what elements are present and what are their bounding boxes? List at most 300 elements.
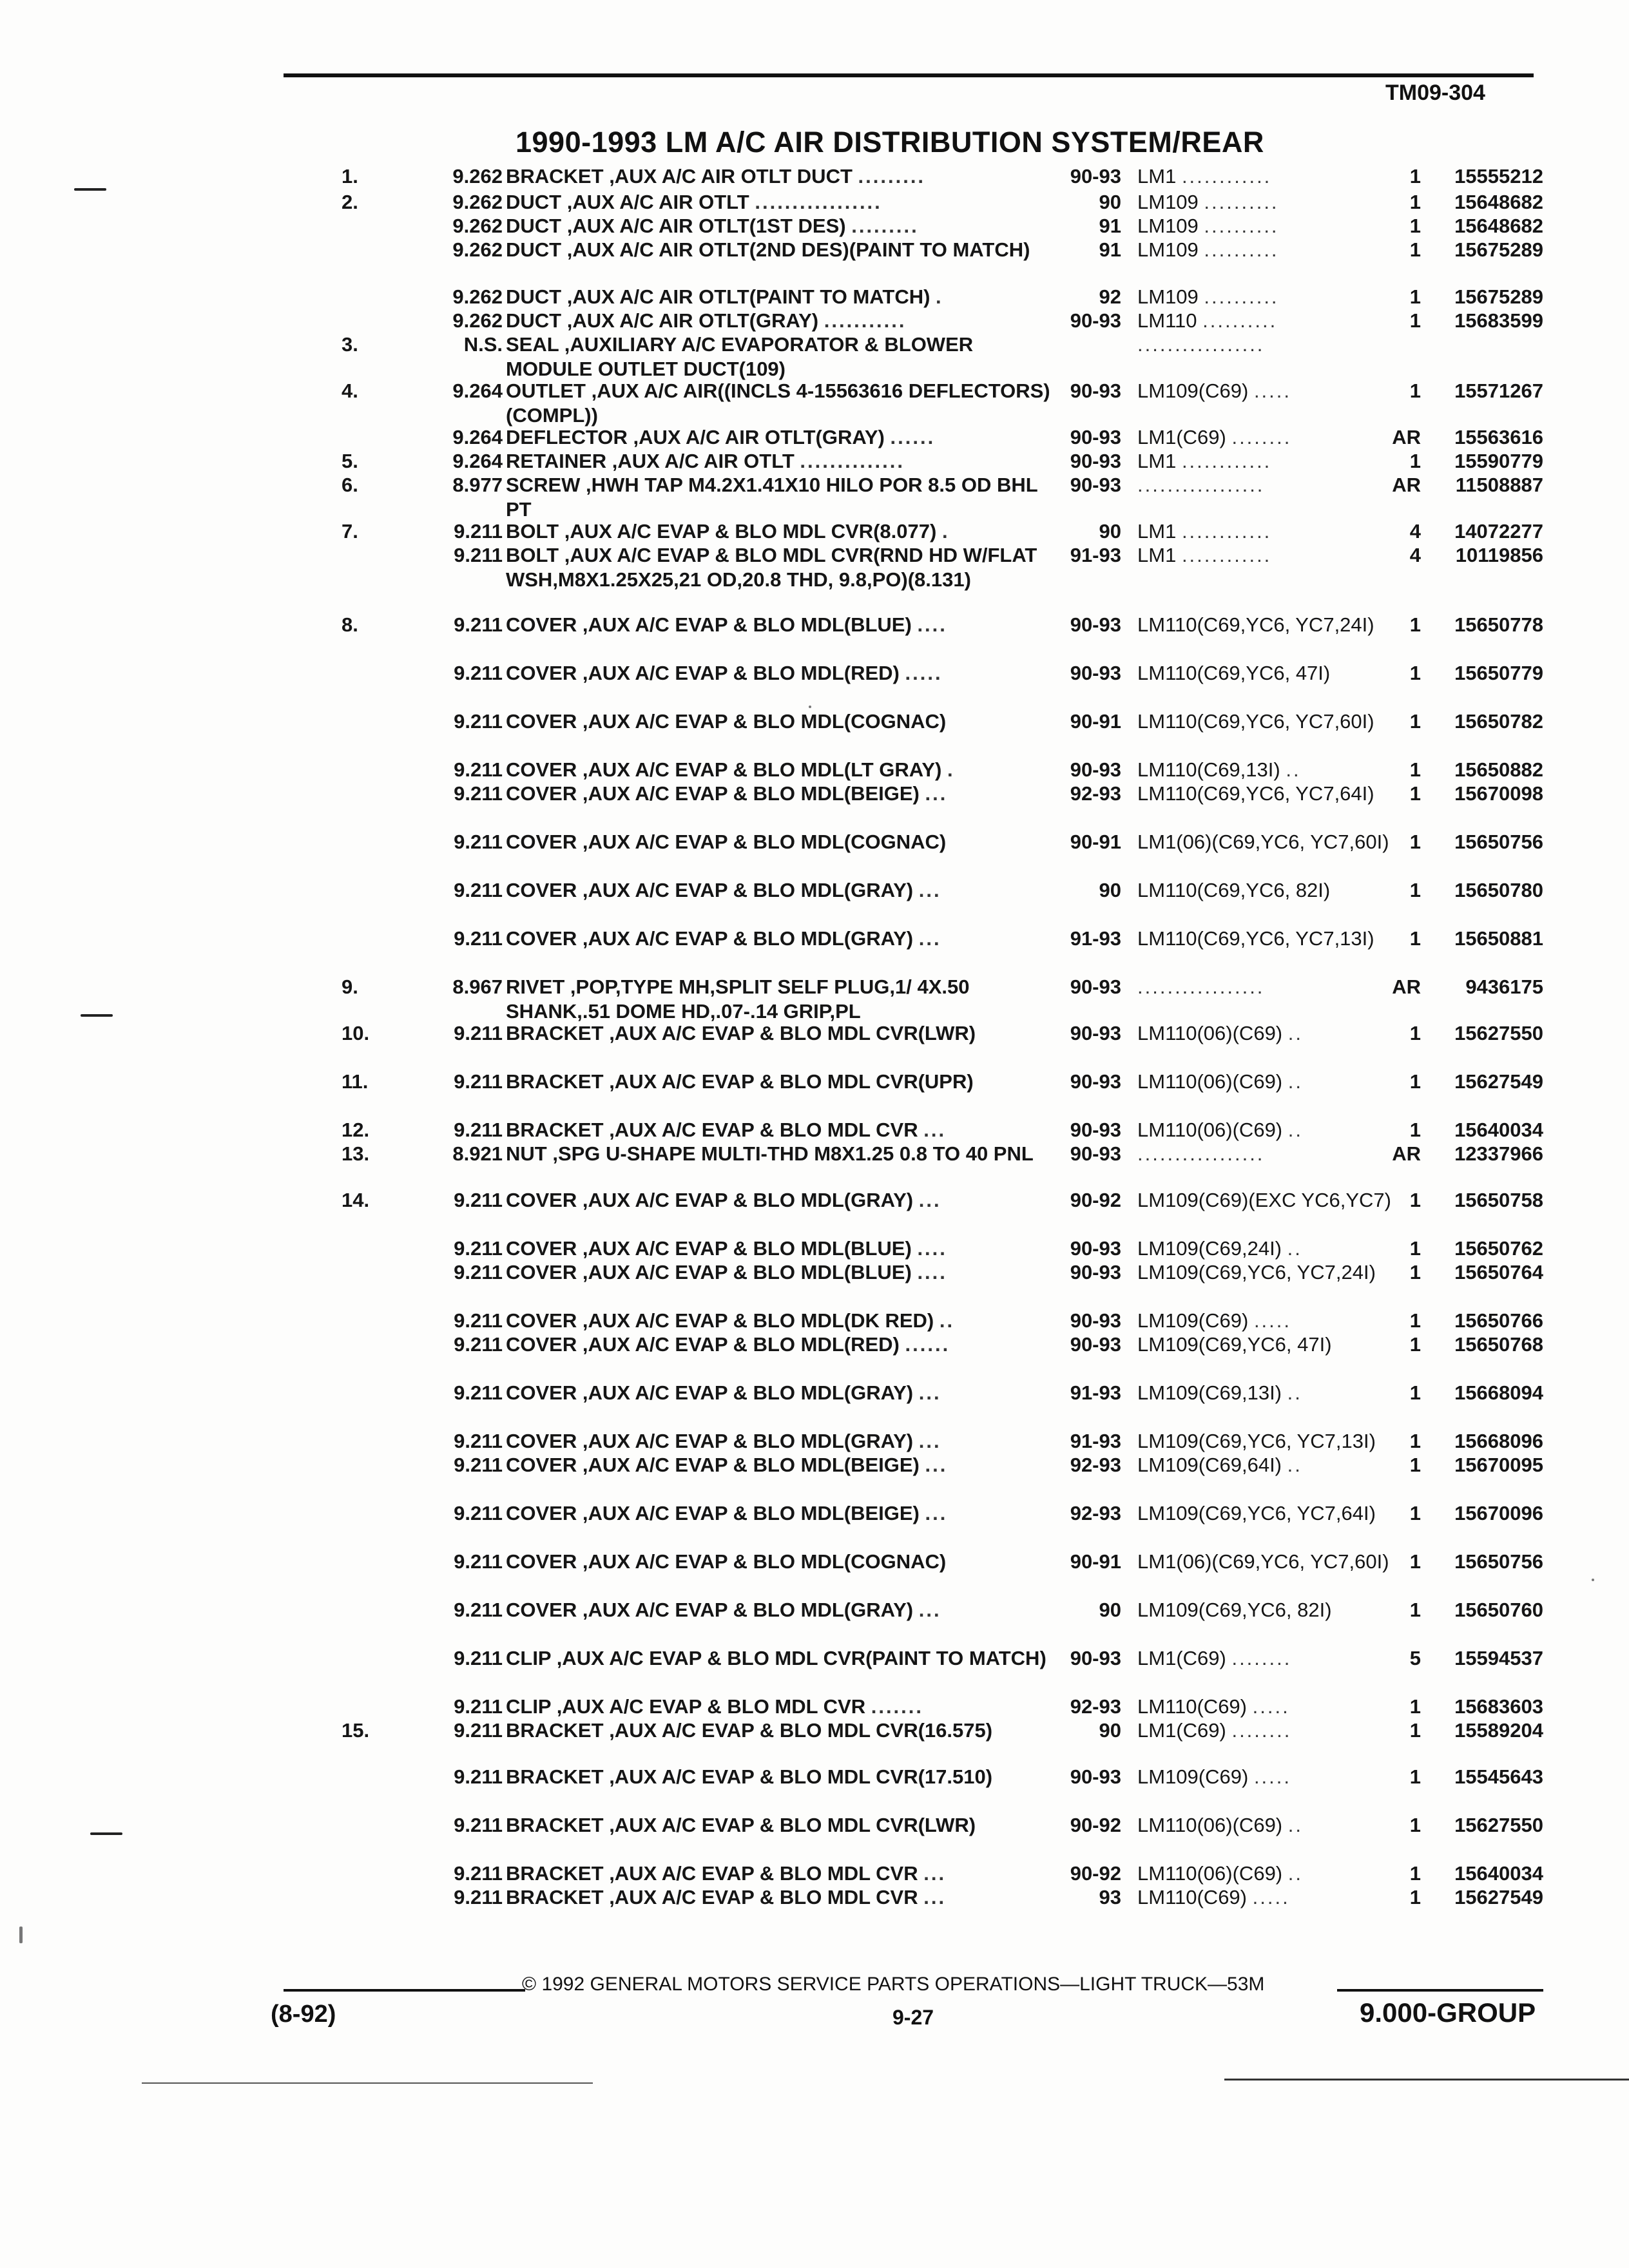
group-number: 9.211 bbox=[454, 1886, 503, 1908]
part-noun: BRACKET bbox=[506, 1814, 604, 1836]
part-description bbox=[506, 1118, 1050, 1142]
part-number: 15675289 bbox=[1454, 285, 1543, 308]
vehicle-model-text: LM109 bbox=[1137, 215, 1199, 237]
part-description bbox=[506, 332, 1050, 381]
part-noun: COVER bbox=[506, 662, 577, 684]
part-noun: COVER bbox=[506, 613, 577, 636]
table-row bbox=[0, 878, 1629, 927]
vehicle-model bbox=[1137, 927, 1392, 951]
leader-dots: ... bbox=[918, 1599, 941, 1621]
part-noun: COVER bbox=[506, 1430, 577, 1452]
part-number: 12337966 bbox=[1454, 1142, 1543, 1165]
vehicle-model-text: LM1 bbox=[1137, 165, 1177, 187]
vehicle-model-text: LM110(06)(C69) bbox=[1137, 1022, 1283, 1044]
part-noun: BRACKET bbox=[506, 1765, 604, 1788]
model-years: 91 bbox=[1099, 215, 1121, 237]
part-description-text: ,AUX A/C EVAP & BLO MDL(DK RED) bbox=[582, 1309, 934, 1332]
leader-dots: .. bbox=[1287, 1814, 1303, 1836]
part-description-text: ,AUX A/C EVAP & BLO MDL(COGNAC) bbox=[582, 831, 947, 853]
model-years: 90-93 bbox=[1070, 1070, 1121, 1093]
part-description-text: ,HWH TAP M4.2X1.41X10 HILO POR 8.5 OD BHL PT bbox=[506, 474, 1038, 521]
table-row bbox=[0, 309, 1629, 332]
part-description-text: ,AUX A/C EVAP & BLO MDL CVR(17.510) bbox=[609, 1765, 993, 1788]
leader-dots: .. bbox=[1287, 1381, 1302, 1404]
part-description bbox=[506, 1885, 1050, 1910]
vehicle-model bbox=[1137, 190, 1392, 215]
quantity: 1 bbox=[1409, 831, 1421, 853]
part-description bbox=[506, 1332, 1050, 1357]
part-number: 14072277 bbox=[1454, 520, 1543, 543]
vehicle-model bbox=[1137, 309, 1392, 333]
group-number: 9.211 bbox=[454, 1599, 503, 1621]
footer-group-label: 9.000-GROUP bbox=[1360, 1997, 1536, 2028]
part-description-text: ,AUX A/C EVAP & BLO MDL CVR(PAINT TO MATCH) bbox=[556, 1647, 1046, 1669]
part-description bbox=[506, 238, 1050, 262]
part-description bbox=[506, 1765, 1050, 1789]
group-number: 9.211 bbox=[454, 1333, 503, 1356]
vehicle-model-text: LM109(C69) bbox=[1137, 380, 1249, 402]
item-key-number: 3. bbox=[342, 333, 358, 356]
part-noun: BOLT bbox=[506, 544, 559, 566]
group-number: 9.211 bbox=[454, 1550, 503, 1573]
leader-dots: ................. bbox=[1137, 474, 1265, 496]
part-number: 15650780 bbox=[1454, 879, 1543, 901]
vehicle-model bbox=[1137, 1381, 1392, 1405]
vehicle-model-text: LM110(C69) bbox=[1137, 1886, 1248, 1908]
vehicle-model bbox=[1137, 975, 1392, 999]
part-description bbox=[506, 519, 1050, 544]
part-description bbox=[506, 878, 1050, 903]
part-number: 15650764 bbox=[1454, 1261, 1543, 1283]
group-number: 9.211 bbox=[454, 613, 503, 636]
quantity: 1 bbox=[1409, 1309, 1421, 1332]
model-years: 90-93 bbox=[1070, 1022, 1121, 1044]
part-noun: COVER bbox=[506, 831, 577, 853]
leader-dots: ... bbox=[918, 1381, 941, 1404]
vehicle-model bbox=[1137, 1695, 1392, 1719]
leader-dots: .... bbox=[917, 1237, 947, 1260]
quantity: 1 bbox=[1409, 1119, 1421, 1141]
table-row bbox=[0, 1695, 1629, 1718]
part-description-text: ,AUX A/C AIR OTLT(1ST DES) bbox=[566, 215, 846, 237]
vehicle-model-text: LM110(C69) bbox=[1137, 1695, 1248, 1718]
table-row bbox=[0, 1550, 1629, 1598]
quantity: 1 bbox=[1409, 613, 1421, 636]
quantity: 1 bbox=[1409, 450, 1421, 472]
leader-dots: . bbox=[947, 758, 955, 781]
item-key-number: 2. bbox=[342, 191, 358, 213]
vehicle-model bbox=[1137, 1765, 1392, 1789]
model-years: 90-93 bbox=[1070, 975, 1121, 998]
part-noun: RIVET bbox=[506, 975, 565, 998]
vehicle-model bbox=[1137, 1501, 1392, 1526]
group-number: 9.211 bbox=[454, 662, 503, 684]
scan-speck bbox=[19, 1927, 23, 1943]
hole-punch-mark-middle bbox=[81, 1014, 113, 1017]
item-key-number: 14. bbox=[342, 1189, 370, 1211]
item-key-number: 7. bbox=[342, 520, 358, 543]
model-years: 91-93 bbox=[1070, 927, 1121, 950]
leader-dots: .... bbox=[917, 613, 947, 636]
table-row bbox=[0, 1260, 1629, 1309]
part-noun: COVER bbox=[506, 1599, 577, 1621]
vehicle-model bbox=[1137, 379, 1392, 403]
leader-dots: ......... bbox=[858, 165, 926, 187]
vehicle-model-text: LM110(C69,YC6, YC7,60I) bbox=[1137, 710, 1374, 733]
group-number: 8.967 bbox=[452, 975, 503, 998]
item-key-number: 5. bbox=[342, 450, 358, 472]
vehicle-model-text: LM109 bbox=[1137, 238, 1199, 261]
part-noun: COVER bbox=[506, 1189, 577, 1211]
part-description bbox=[506, 1646, 1050, 1671]
model-years: 90-93 bbox=[1070, 758, 1121, 781]
group-number: 9.211 bbox=[454, 710, 503, 733]
vehicle-model-text: LM1 bbox=[1137, 450, 1177, 472]
group-number: 9.264 bbox=[452, 380, 503, 402]
model-years: 90-92 bbox=[1070, 1814, 1121, 1836]
part-description-text: ,AUX A/C EVAP & BLO MDL CVR(LWR) bbox=[609, 1022, 976, 1044]
part-number: 15648682 bbox=[1454, 215, 1543, 237]
part-description bbox=[506, 1813, 1050, 1838]
part-noun: BRACKET bbox=[506, 1119, 604, 1141]
leader-dots: ... bbox=[918, 1430, 941, 1452]
table-row bbox=[0, 1236, 1629, 1260]
quantity: 1 bbox=[1409, 191, 1421, 213]
group-number: 9.211 bbox=[454, 1381, 503, 1404]
vehicle-model bbox=[1137, 1260, 1392, 1285]
part-description bbox=[506, 379, 1050, 428]
part-number: 15675289 bbox=[1454, 238, 1543, 261]
vehicle-model-text: LM110(06)(C69) bbox=[1137, 1862, 1283, 1885]
vehicle-model-text: LM109(C69,13I) bbox=[1137, 1381, 1282, 1404]
part-description-text: ,AUX A/C EVAP & BLO MDL(COGNAC) bbox=[582, 710, 947, 733]
quantity: 1 bbox=[1409, 1381, 1421, 1404]
table-row bbox=[0, 1453, 1629, 1501]
part-description-text: ,AUX A/C EVAP & BLO MDL(LT GRAY) bbox=[582, 758, 942, 781]
part-number: 15668094 bbox=[1454, 1381, 1543, 1404]
part-description-text: ,AUX A/C EVAP & BLO MDL(GRAY) bbox=[582, 1599, 914, 1621]
part-number: 15650779 bbox=[1454, 662, 1543, 684]
footer-copyright: © 1992 GENERAL MOTORS SERVICE PARTS OPERATIONS—LIGHT TRUCK—53M bbox=[522, 1974, 1265, 1995]
vehicle-model-text: LM1(C69) bbox=[1137, 426, 1226, 448]
quantity: AR bbox=[1392, 426, 1421, 448]
vehicle-model-text: LM109(C69,64I) bbox=[1137, 1454, 1282, 1476]
part-description-text: ,AUX A/C AIR OTLT(PAINT TO MATCH) bbox=[566, 285, 930, 308]
item-key-number: 12. bbox=[342, 1119, 370, 1141]
part-noun: COVER bbox=[506, 1502, 577, 1524]
vehicle-model bbox=[1137, 782, 1392, 806]
part-number: 15650882 bbox=[1454, 758, 1543, 781]
group-number: 9.211 bbox=[454, 1862, 503, 1885]
part-description-text: ,AUX A/C EVAP & BLO MDL(GRAY) bbox=[582, 879, 914, 901]
part-noun: DUCT bbox=[506, 215, 562, 237]
vehicle-model bbox=[1137, 449, 1392, 474]
vehicle-model-text: LM109(C69,YC6, 47I) bbox=[1137, 1333, 1332, 1356]
part-noun: COVER bbox=[506, 1381, 577, 1404]
group-number: 9.264 bbox=[452, 426, 503, 448]
part-description bbox=[506, 1718, 1050, 1743]
part-noun: DUCT bbox=[506, 309, 562, 332]
vehicle-model-text: LM110(C69,YC6, 82I) bbox=[1137, 879, 1331, 901]
table-row bbox=[0, 164, 1629, 190]
document-id: TM09-304 bbox=[1385, 81, 1485, 105]
scan-speck bbox=[809, 706, 811, 708]
group-number: 9.211 bbox=[454, 1814, 503, 1836]
part-description-text: ,AUX A/C EVAP & BLO MDL(RED) bbox=[582, 1333, 900, 1356]
leader-dots: .. bbox=[939, 1309, 955, 1332]
part-number: 11508887 bbox=[1455, 474, 1543, 496]
part-description bbox=[506, 661, 1050, 686]
leader-dots: ... bbox=[923, 1862, 947, 1885]
model-years: 90-93 bbox=[1070, 380, 1121, 402]
part-description bbox=[506, 1861, 1050, 1886]
vehicle-model bbox=[1137, 285, 1392, 309]
leader-dots: ..... bbox=[1253, 380, 1292, 402]
part-number: 15640034 bbox=[1454, 1862, 1543, 1885]
vehicle-model-text: LM110(C69,YC6, YC7,64I) bbox=[1137, 782, 1374, 805]
item-key-number: 15. bbox=[342, 1719, 370, 1742]
leader-dots: ................. bbox=[1137, 333, 1265, 356]
part-noun: RETAINER bbox=[506, 450, 607, 472]
item-key-number: 9. bbox=[342, 975, 358, 998]
part-description-text: ,AUX A/C AIR OTLT bbox=[566, 191, 749, 213]
part-noun: BRACKET bbox=[506, 1719, 604, 1742]
part-number: 15589204 bbox=[1454, 1719, 1543, 1742]
vehicle-model-text: LM110(06)(C69) bbox=[1137, 1814, 1283, 1836]
model-years: 90-93 bbox=[1070, 1261, 1121, 1283]
quantity: 1 bbox=[1409, 758, 1421, 781]
vehicle-model bbox=[1137, 1885, 1392, 1910]
model-years: 90-93 bbox=[1070, 1309, 1121, 1332]
part-description bbox=[506, 309, 1050, 333]
leader-dots: ... bbox=[918, 1189, 941, 1211]
quantity: 1 bbox=[1409, 238, 1421, 261]
vehicle-model bbox=[1137, 238, 1392, 262]
part-number: 15650756 bbox=[1454, 831, 1543, 853]
model-years: 90-93 bbox=[1070, 309, 1121, 332]
model-years: 90 bbox=[1099, 520, 1121, 543]
vehicle-model-text: LM109(C69,YC6, YC7,13I) bbox=[1137, 1430, 1376, 1452]
model-years: 90-92 bbox=[1070, 1862, 1121, 1885]
vehicle-model bbox=[1137, 830, 1392, 854]
vehicle-model-text: LM1(C69) bbox=[1137, 1719, 1226, 1742]
model-years: 90-91 bbox=[1070, 710, 1121, 733]
item-key-number: 8. bbox=[342, 613, 358, 636]
part-number: 15555212 bbox=[1454, 165, 1543, 187]
part-number: 15627549 bbox=[1454, 1886, 1543, 1908]
part-description bbox=[506, 1381, 1050, 1405]
quantity: 1 bbox=[1409, 1502, 1421, 1524]
part-number: 15650762 bbox=[1454, 1237, 1543, 1260]
leader-dots: ..... bbox=[1253, 1309, 1292, 1332]
part-noun: COVER bbox=[506, 1309, 577, 1332]
leader-dots: ............ bbox=[1181, 520, 1272, 543]
part-description bbox=[506, 190, 1050, 215]
vehicle-model-text: LM110(C69,13I) bbox=[1137, 758, 1280, 781]
table-row bbox=[0, 379, 1629, 425]
leader-dots: ..... bbox=[1252, 1886, 1290, 1908]
group-number: 9.262 bbox=[452, 165, 503, 187]
vehicle-model bbox=[1137, 758, 1392, 782]
part-noun: COVER bbox=[506, 1237, 577, 1260]
table-row bbox=[0, 830, 1629, 878]
part-description-text: ,AUX A/C AIR OTLT(GRAY) bbox=[566, 309, 819, 332]
part-number: 15650760 bbox=[1454, 1599, 1543, 1621]
vehicle-model-text: LM1 bbox=[1137, 544, 1177, 566]
part-noun: BOLT bbox=[506, 520, 559, 543]
part-number: 15668096 bbox=[1454, 1430, 1543, 1452]
table-row bbox=[0, 1188, 1629, 1236]
part-description bbox=[506, 214, 1050, 238]
vehicle-model bbox=[1137, 473, 1392, 497]
part-number: 15650778 bbox=[1454, 613, 1543, 636]
table-row bbox=[0, 332, 1629, 379]
part-description-text: ,AUX A/C EVAP & BLO MDL(GRAY) bbox=[582, 1430, 914, 1452]
part-number: 15670096 bbox=[1454, 1502, 1543, 1524]
part-description bbox=[506, 1188, 1050, 1213]
model-years: 90 bbox=[1099, 1599, 1121, 1621]
part-description bbox=[506, 1598, 1050, 1622]
table-row bbox=[0, 1885, 1629, 1909]
leader-dots: .............. bbox=[800, 450, 905, 472]
quantity: 1 bbox=[1409, 1719, 1421, 1742]
leader-dots: ... bbox=[923, 1886, 947, 1908]
part-description bbox=[506, 1309, 1050, 1333]
part-noun: COVER bbox=[506, 758, 577, 781]
part-description bbox=[506, 782, 1050, 806]
part-description bbox=[506, 975, 1050, 1024]
vehicle-model-text: LM109 bbox=[1137, 285, 1199, 308]
quantity: 1 bbox=[1409, 782, 1421, 805]
model-years: 90-93 bbox=[1070, 1647, 1121, 1669]
quantity: 1 bbox=[1409, 1695, 1421, 1718]
vehicle-model-text: LM1(06)(C69,YC6, YC7,60I) bbox=[1137, 1550, 1389, 1573]
quantity: 1 bbox=[1409, 380, 1421, 402]
part-description-text: ,AUX A/C AIR OTLT(GRAY) bbox=[633, 426, 885, 448]
group-number: 9.262 bbox=[452, 238, 503, 261]
group-number: 9.211 bbox=[454, 1647, 503, 1669]
vehicle-model bbox=[1137, 425, 1392, 450]
part-number: 15648682 bbox=[1454, 191, 1543, 213]
table-row bbox=[0, 1332, 1629, 1381]
part-number: 15545643 bbox=[1454, 1765, 1543, 1788]
quantity: 1 bbox=[1409, 662, 1421, 684]
item-key-number: 13. bbox=[342, 1142, 370, 1165]
leader-dots: .......... bbox=[1204, 285, 1279, 308]
leader-dots: .......... bbox=[1204, 191, 1279, 213]
vehicle-model bbox=[1137, 519, 1392, 544]
part-description-text: ,AUX A/C AIR OTLT(2ND DES)(PAINT TO MATCH) bbox=[566, 238, 1030, 261]
part-description-text: ,AUX A/C EVAP & BLO MDL(BEIGE) bbox=[582, 782, 920, 805]
group-number: 9.211 bbox=[454, 1502, 503, 1524]
vehicle-model bbox=[1137, 1309, 1392, 1333]
quantity: 1 bbox=[1409, 215, 1421, 237]
table-row bbox=[0, 214, 1629, 238]
footer-rule-left bbox=[284, 1989, 525, 1992]
part-number: 15627550 bbox=[1454, 1022, 1543, 1044]
top-rule bbox=[284, 73, 1534, 77]
footer-page-number: 9-27 bbox=[892, 2006, 934, 2029]
table-row bbox=[0, 285, 1629, 309]
part-description-text: ,AUX A/C EVAP & BLO MDL CVR bbox=[609, 1886, 918, 1908]
scan-speck bbox=[1592, 1579, 1594, 1581]
part-description-text: ,AUX A/C EVAP & BLO MDL CVR(8.077) bbox=[564, 520, 937, 543]
part-number: 15571267 bbox=[1454, 380, 1543, 402]
vehicle-model-text: LM109 bbox=[1137, 191, 1199, 213]
vehicle-model bbox=[1137, 214, 1392, 238]
part-description bbox=[506, 1142, 1050, 1166]
table-row bbox=[0, 425, 1629, 449]
quantity: AR bbox=[1392, 474, 1421, 496]
part-noun: SCREW bbox=[506, 474, 581, 496]
part-description-text: ,AUXILIARY A/C EVAPORATOR & BLOWER MODULE OUTLET DUCT(109) bbox=[506, 333, 974, 380]
part-description bbox=[506, 709, 1050, 734]
leader-dots: . bbox=[936, 285, 943, 308]
leader-dots: ........ bbox=[1231, 1647, 1292, 1669]
group-number: 9.262 bbox=[452, 309, 503, 332]
group-number: 9.262 bbox=[452, 191, 503, 213]
part-noun: BRACKET bbox=[506, 1022, 604, 1044]
group-number: 8.921 bbox=[452, 1142, 503, 1165]
model-years: 92-93 bbox=[1070, 1502, 1121, 1524]
leader-dots: ................. bbox=[1137, 1142, 1265, 1165]
group-number: 9.262 bbox=[452, 285, 503, 308]
model-years: 90-93 bbox=[1070, 662, 1121, 684]
part-description bbox=[506, 613, 1050, 637]
group-number: 9.211 bbox=[454, 927, 503, 950]
group-number: 9.211 bbox=[454, 1454, 503, 1476]
part-description-text: ,POP,TYPE MH,SPLIT SELF PLUG,1/ 4X.50 SHANK,.51 DOME HD,.07-.14 GRIP,PL bbox=[506, 975, 970, 1023]
model-years: 91-93 bbox=[1070, 1381, 1121, 1404]
part-description-text: ,AUX A/C EVAP & BLO MDL CVR(RND HD W/FLAT WSH,M8X1.25X25,21 OD,20.8 THD, 9.8,PO)(8.131) bbox=[506, 544, 1037, 591]
part-description bbox=[506, 1429, 1050, 1454]
leader-dots: ............ bbox=[1181, 165, 1272, 187]
model-years: 90-91 bbox=[1070, 1550, 1121, 1573]
part-number: 15650768 bbox=[1454, 1333, 1543, 1356]
part-description bbox=[506, 1550, 1050, 1574]
quantity: 1 bbox=[1409, 1599, 1421, 1621]
model-years: 92-93 bbox=[1070, 1454, 1121, 1476]
group-number: 9.211 bbox=[454, 520, 503, 543]
table-row bbox=[0, 1070, 1629, 1118]
part-noun: COVER bbox=[506, 1454, 577, 1476]
model-years: 90-91 bbox=[1070, 831, 1121, 853]
group-number: 8.977 bbox=[452, 474, 503, 496]
part-noun: COVER bbox=[506, 1333, 577, 1356]
part-description-text: ,AUX A/C EVAP & BLO MDL(COGNAC) bbox=[582, 1550, 947, 1573]
model-years: 91 bbox=[1099, 238, 1121, 261]
leader-dots: ... bbox=[918, 879, 941, 901]
quantity: 1 bbox=[1409, 1886, 1421, 1908]
vehicle-model bbox=[1137, 1861, 1392, 1886]
quantity: 1 bbox=[1409, 1333, 1421, 1356]
part-description-text: ,AUX A/C EVAP & BLO MDL CVR(LWR) bbox=[609, 1814, 976, 1836]
quantity: 1 bbox=[1409, 285, 1421, 308]
vehicle-model-text: LM110 bbox=[1137, 309, 1197, 332]
part-description bbox=[506, 425, 1050, 450]
vehicle-model-text: LM110(06)(C69) bbox=[1137, 1070, 1283, 1093]
item-key-number: 1. bbox=[342, 165, 358, 187]
parts-list bbox=[0, 164, 1629, 1909]
vehicle-model-text: LM109(C69,YC6, YC7,24I) bbox=[1137, 1261, 1376, 1283]
table-row bbox=[0, 1381, 1629, 1429]
part-noun: BRACKET bbox=[506, 1862, 604, 1885]
group-number: 9.211 bbox=[454, 879, 503, 901]
item-key-number: 6. bbox=[342, 474, 358, 496]
model-years: 90 bbox=[1099, 879, 1121, 901]
leader-dots: .......... bbox=[1204, 215, 1279, 237]
table-row bbox=[0, 1021, 1629, 1070]
